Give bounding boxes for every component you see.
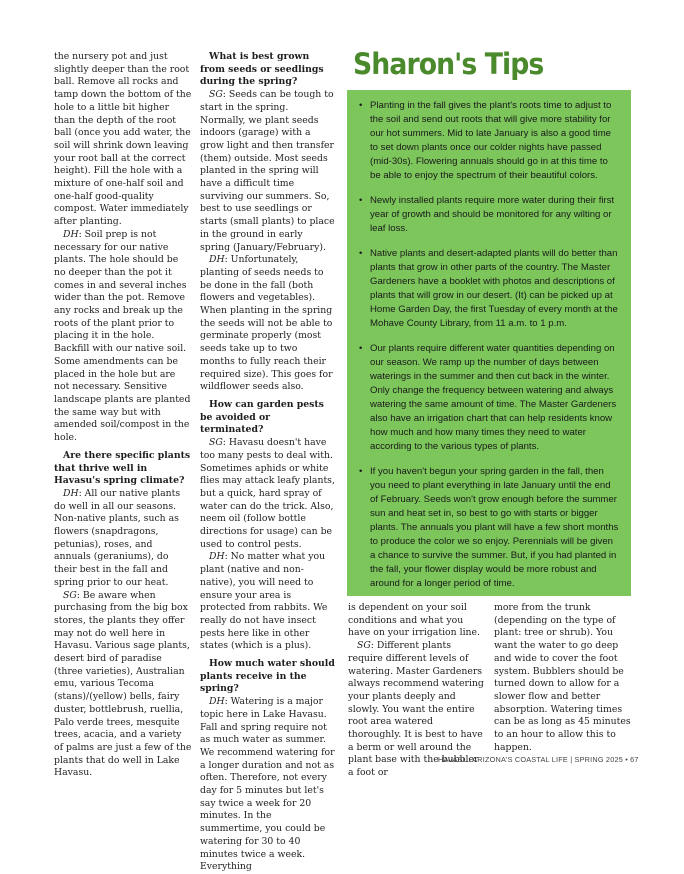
paragraph: SG: Seeds can be tough to start in the spring. Normally, we plant seeds indoors (garage) with a grow light and then transfer (them) outside. Most seeds planted in the spring will have a difficult time surviving our summers. So, best to use seedlings or starts (small plants) to place in the ground in early spring (January/February). (200, 89, 335, 253)
paragraph: SG: Different plants require different levels of watering. Master Gardeners always recommend watering your plants deeply and slowly. You want the entire root area watered thoroughly. It is best to have a berm or well around the plant base with the bubbler a foot or (348, 640, 484, 779)
paragraph: DH: No matter what you plant (native and non-native), you will need to ensure your area is protected from rabbits. We really do not have insect pests here like in other states (which is a plus). (200, 551, 328, 652)
tip-item: • Our plants require different water quantities depending on our season. We ramp up the number of days between waterings in the summer and then cut back in the winter. Only change the frequency between watering and always watering the same amount of time. The Master Gardeners also have an irrigation chart that can help residents know how much and how many times they need to water according to the various types of plants. (359, 343, 617, 452)
question-heading: How can garden pests be avoided or terminated? (200, 398, 324, 436)
bullet-icon: • (359, 100, 363, 111)
page-footer: HAVASU: ARIZONA'S COASTAL LIFE | SPRING 2025 • 67 (438, 755, 639, 764)
paragraph: DH: Soil prep is not necessary for our native plants. The hole should be no deeper than the pot it comes in and several inches wider than the pot. Remove any rocks and break up the roots of the plant prior to placing it in the hole. Backfill with our native soil. Some amendments can be placed in the hole but are not necessary. Sensitive landscape plants are planted the same way but with amended soil/compost in the hole. (54, 228, 191, 444)
speaker-initials: DH (63, 228, 79, 240)
speaker-initials: DH (209, 551, 225, 563)
paragraph: DH: All our native plants do well in all our seasons. Non-native plants, such as flowers (snapdragons, petunias), roses, and annuals (geraniums), do their best in the fall and spring prior to our heat. (54, 487, 181, 588)
tip-item: • If you haven't begun your spring garden in the fall, then you need to plant everything in late January until the end of February. Seeds won't grow enough before the summer sun and heat set in, so best to go with starts or bigger plants. The annuals you plant will have a few short months to produce the color we so enjoy. Perennials will be given a chance to survive the summer. But, if you had planted in the fall, your flower display would be more robust and around for a longer period of time. (359, 466, 619, 589)
tips-box (347, 90, 631, 596)
bullet-icon: • (359, 195, 363, 206)
speaker-initials: DH (63, 487, 79, 499)
tips-list (359, 99, 619, 591)
tip-item: • Native plants and desert-adapted plants will do better than plants that grow in other parts of the country. The Master Gardeners have a booklet with photos and descriptions of plants that will grow in our desert. (It) can be picked up at Home Garden Day, the first Tuesday of every month at the Mohave County Library, from 11 a.m. to 1 p.m. (359, 248, 618, 329)
article-column-1 (54, 51, 192, 780)
paragraph: DH: Unfortunately, planting of seeds needs to be done in the fall (both flowers and vegetables). When planting in the spring the seeds will not be able to germinate properly (most seeds take up to two months to fully reach their required size). This goes for wildflower seeds also. (200, 254, 333, 393)
speaker-initials: SG (357, 640, 371, 652)
article-column-3 (348, 602, 484, 780)
paragraph: is dependent on your soil conditions and what you have on your irrigation line. (348, 602, 480, 639)
tip-item: • Planting in the fall gives the plant's roots time to adjust to the soil and send out roots that will give more stability for our hot summers. Mid to late January is also a good time to set down plants once our colder nights have passed (mid-30s). Flowering annuals should go in at this time to be able to enjoy the spectrum of their beautiful colors. (359, 100, 612, 181)
bullet-icon: • (359, 343, 363, 354)
paragraph: SG: Be aware when purchasing from the big box stores, the plants they offer may not do well here in Havasu. Various sage plants, desert bird of paradise (three varieties), Australian emu, various Tecoma (stans)/(yellow) bells, fairy duster, bottlebrush, ruellia, Palo verde trees, mesquite trees, acacia, and a variety of palms are just a few of the plants that do well in Lake Havasu. (54, 589, 192, 779)
speaker-initials: DH (209, 254, 225, 266)
article-column-2 (200, 51, 335, 874)
bullet-icon: • (359, 466, 363, 477)
tip-item: • Newly installed plants require more water during their first year of growth and should be monitored for any wilting or leaf loss. (359, 195, 615, 234)
paragraph: more from the trunk (depending on the type of plant: tree or shrub). You want the water to go deep and wide to cover the foot system. Bubblers should be turned down to allow for a slower flow and better absorption. Watering times can be as long as 45 minutes to an hour to allow this to happen. (494, 602, 631, 753)
question-heading: What is best grown from seeds or seedlings during the spring? (200, 51, 324, 88)
speaker-initials: SG (209, 89, 223, 101)
paragraph: SG: Havasu doesn't have too many pests to deal with. Sometimes aphids or white flies may attack leafy plants, but a quick, hard spray of water can do the trick. Also, neem oil (follow bottle directions for usage) can be used to control pests. (200, 437, 335, 550)
speaker-initials: SG (63, 589, 77, 601)
article-column-4 (494, 602, 631, 754)
question-heading: How much water should plants receive in the spring? (200, 658, 335, 695)
speaker-initials: SG (209, 437, 223, 449)
speaker-initials: DH (209, 696, 225, 708)
sidebar-title: Sharon's Tips (353, 47, 544, 81)
paragraph: DH: Watering is a major topic here in Lake Havasu. Fall and spring require not as much water as summer. We recommend watering for a longer duration and not as often. Therefore, not every day for 5 minutes but let's say twice a week for 20 minutes. In the summertime, you could be watering for 30 to 40 minutes twice a week. Everything (200, 696, 335, 873)
question-heading: Are there specific plants that thrive well in Havasu's spring climate? (54, 449, 191, 487)
bullet-icon: • (359, 248, 363, 259)
paragraph: the nursery pot and just slightly deeper than the root ball. Remove all rocks and tamp down the bottom of the hole to a little bit higher than the depth of the root ball (once you add water, the soil will shrink down leaving your root ball at the correct height). Fill the hole with a mixture of one-half soil and one-half good-quality compost. Water immediately after planting. (54, 51, 192, 228)
